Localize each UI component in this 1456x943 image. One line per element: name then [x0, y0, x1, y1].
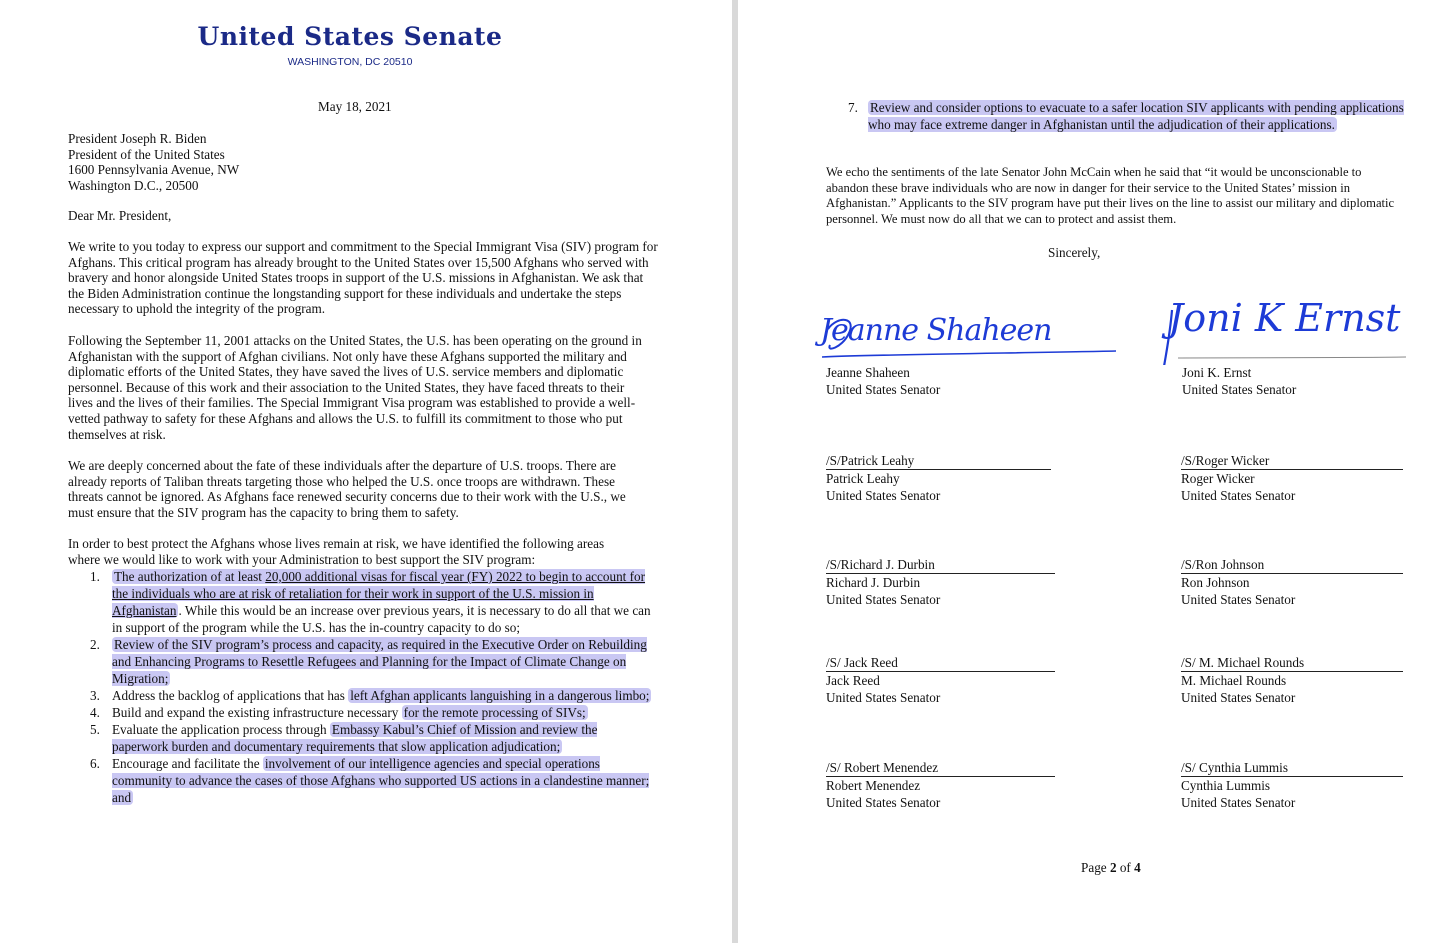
signer-title: United States Senator	[1182, 382, 1297, 397]
recipient-block	[68, 131, 239, 193]
recipient-line: President Joseph R. Biden	[68, 131, 207, 146]
signature-block	[1181, 556, 1406, 608]
list-text: Evaluate the application process through	[112, 722, 330, 737]
list-number: 1.	[90, 569, 100, 584]
letterhead-title: United States Senate	[197, 22, 503, 51]
body-paragraph: We write to you today to express our support and commitment to the Special Immigrant Visa (SIV) program for Afghans. This critical program has already brought to the United States over 15,500 Afghans who served with bravery and honor alongside United States troops in support of the U.S. missions in Afghanistan. We ask that the Biden Administration continue the longstanding support for these individuals and undertake the steps necessary to uphold the integrity of the program.	[68, 239, 658, 317]
list-text: The authorization of at least	[114, 569, 266, 584]
letter-page-2	[738, 0, 1456, 943]
signer-name: Cynthia Lummis	[1181, 778, 1271, 793]
highlighted-text: Review of the SIV program’s process and capacity, as required in the Executive Order on Rebuilding and Enhancing Programs to Resettle Refugees and Planning for the Impact of Climate Change on Migration;	[112, 637, 647, 686]
typed-signature: /S/Richard J. Durbin	[826, 556, 1055, 574]
signer-title: United States Senator	[826, 592, 941, 607]
recipient-line: President of the United States	[68, 146, 225, 162]
signer-name: Patrick Leahy	[826, 471, 900, 486]
typed-signature: /S/Ron Johnson	[1181, 556, 1403, 574]
list-number: 6.	[90, 756, 100, 771]
signer-title: United States Senator	[826, 488, 941, 503]
list-item	[88, 687, 653, 704]
signer-name: Richard J. Durbin	[826, 575, 921, 590]
list-text: Address the backlog of applications that has	[112, 688, 349, 703]
letterhead-address: WASHINGTON, DC 20510	[287, 56, 413, 68]
signer-name: Roger Wicker	[1181, 471, 1255, 486]
signer-name: Jack Reed	[826, 673, 880, 688]
page-of: of	[1116, 860, 1135, 875]
signer-title: United States Senator	[1181, 690, 1296, 705]
list-text: Encourage and facilitate the	[112, 756, 263, 771]
signer-name: Ron Johnson	[1181, 575, 1250, 590]
typed-signature: /S/Roger Wicker	[1181, 452, 1403, 470]
signer-name: Jeanne Shaheen	[826, 365, 910, 380]
request-list	[88, 568, 653, 806]
list-number: 7.	[848, 100, 858, 115]
signature-script: Joni K Ernst	[1168, 296, 1401, 340]
signer-name: Joni K. Ernst	[1182, 365, 1252, 380]
list-number: 5.	[90, 722, 100, 737]
typed-signature: /S/ Cynthia Lummis	[1181, 759, 1403, 777]
signature-block	[826, 556, 1056, 608]
highlighted-text: Embassy Kabul’s Chief of Mission and review the paperwork burden and documentary requirements that slow application adjudication;	[112, 722, 598, 754]
signature-block	[1181, 452, 1406, 504]
page-total: 4	[1134, 860, 1141, 875]
page-current: 2	[1109, 860, 1117, 875]
signature-block	[826, 654, 1056, 706]
signature-script: Jeanne Shaheen	[820, 313, 1052, 348]
list-text: . While this would be an increase over previous years, it is necessary to do all that we can in support of the program while the U.S. has the in-country capacity to do so;	[112, 603, 651, 635]
signature-block	[1181, 654, 1406, 706]
signature-block	[826, 759, 1056, 811]
signer-title: United States Senator	[826, 382, 941, 397]
signer-title: United States Senator	[1181, 795, 1296, 810]
body-paragraph: In order to best protect the Afghans whose lives remain at risk, we have identified the following areas where we would like to work with your Administration to best support the SIV program:	[68, 536, 605, 567]
signer-name: Robert Menendez	[826, 778, 921, 793]
recipient-line: Washington D.C., 20500	[68, 177, 199, 193]
page-prefix: Page	[1081, 860, 1110, 875]
signer-name: M. Michael Rounds	[1181, 673, 1287, 688]
signature-block	[826, 452, 1056, 504]
list-item	[88, 704, 653, 721]
list-item	[88, 568, 653, 636]
letter-date: May 18, 2021	[318, 99, 392, 114]
valediction: Sincerely,	[1048, 245, 1101, 260]
highlighted-text: left Afghan applicants languishing in a dangerous limbo;	[350, 688, 650, 703]
list-item	[88, 721, 653, 755]
body-paragraph: Following the September 11, 2001 attacks on the United States, the U.S. has been operating on the ground in Afghanistan with the support of Afghan civilians. Not only have these Afghans supported the military and diplomatic efforts of the United States, they have saved the lives of U.S. service members and diplomatic personnel. Because of this work and their association to the United States, they have faced threats to their lives and the lives of their families. The Special Immigrant Visa program was established to provide a well-vetted pathway to safety for these Afghans and allows the U.S. to fulfill its commitment to those who put themselves at risk.	[68, 333, 642, 442]
list-item	[88, 755, 653, 806]
highlighted-text: for the remote processing of SIVs;	[403, 705, 586, 720]
page-number	[1081, 860, 1141, 876]
typed-signature: /S/Patrick Leahy	[826, 452, 1051, 470]
highlighted-text: involvement of our intelligence agencies and special operations community to advance the cases of those Afghans who supported US actions in a clandestine manner; and	[112, 756, 650, 805]
list-number: 4.	[90, 705, 100, 720]
closing-paragraph: We echo the sentiments of the late Senator John McCain when he said that “it would be unconscionable to abandon these brave individuals who are now in danger for their service to the United States’ mission in Afghanistan.” Applicants to the SIV program have put their lives on the line to assist our military and diplomatic personnel. We must now do all that we can to protect and assist them.	[826, 165, 1395, 226]
signature-block	[1181, 759, 1406, 811]
signer-title: United States Senator	[826, 690, 941, 705]
highlighted-text: Review and consider options to evacuate to a safer location SIV applicants with pending applications who may face extreme danger in Afghanistan until the adjudication of their applications.	[868, 100, 1404, 132]
list-item	[848, 99, 1404, 133]
list-number: 3.	[90, 688, 100, 703]
list-item	[88, 636, 653, 687]
signer-title: United States Senator	[1181, 592, 1296, 607]
list-number: 2.	[90, 637, 100, 652]
salutation: Dear Mr. President,	[68, 208, 172, 223]
typed-signature: /S/ Jack Reed	[826, 654, 1055, 672]
signer-title: United States Senator	[1181, 488, 1296, 503]
recipient-line: 1600 Pennsylvania Avenue, NW	[68, 162, 240, 178]
signer-title: United States Senator	[826, 795, 941, 810]
body-paragraph: We are deeply concerned about the fate of these individuals after the departure of U.S. troops. There are already reports of Taliban threats targeting those who helped the U.S. once troops are withdrawn. These threats cannot be ignored. As Afghans face renewed security concerns due to their work with the U.S., we must ensure that the SIV program has the capacity to bring them to safety.	[68, 458, 626, 520]
list-text: Build and expand the existing infrastructure necessary	[112, 705, 402, 720]
underlined-text: 20,000 additional visas for fiscal year (FY) 2022 to begin to account for the individuals who are at risk of retaliation for their work in support of the U.S. mission in Afghanistan	[112, 569, 646, 618]
typed-signature: /S/ M. Michael Rounds	[1181, 654, 1403, 672]
typed-signature: /S/ Robert Menendez	[826, 759, 1055, 777]
